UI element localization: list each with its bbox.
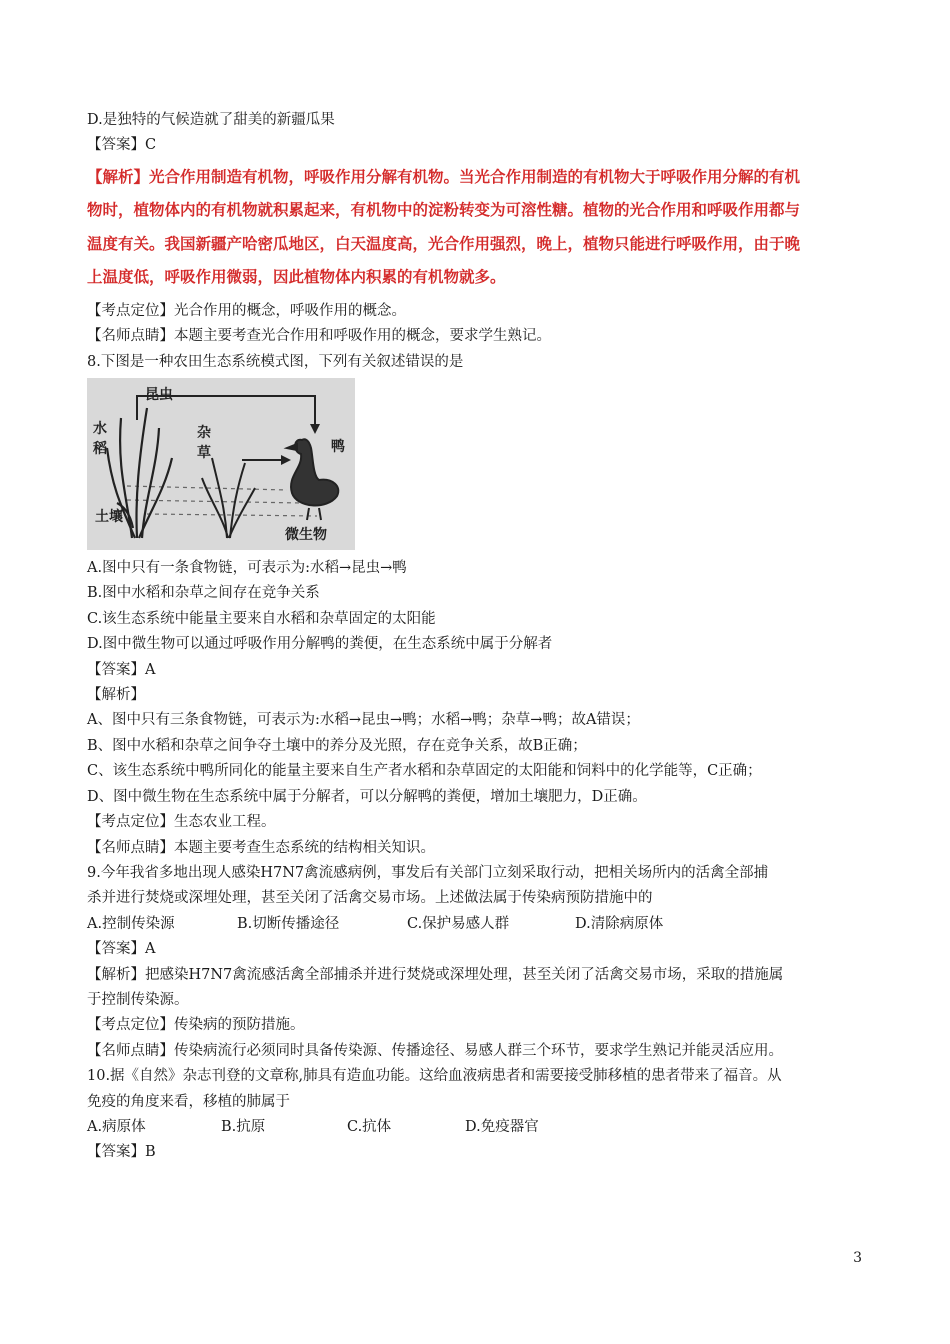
q8-option-c: C.该生态系统中能量主要来自水稻和杂草固定的太阳能 [87,610,436,627]
document-page [87,108,877,1166]
q8-answer: 【答案】A [87,661,156,678]
label-rice-1: 水 [93,421,107,438]
q8-analysis-line: C、该生态系统中鸭所同化的能量主要来自生产者水稻和杂草固定的太阳能和饲料中的化学能等，C正确； [87,763,762,780]
q9-answer: 【答案】A [87,941,156,958]
label-soil: 土壤 [95,509,123,526]
q9-options [87,912,877,937]
q8-option-a: A.图中只有一条食物链，可表示为:水稻→昆虫→鸭 [87,560,407,577]
q8-option-d: D.图中微生物可以通过呼吸作用分解鸭的粪便，在生态系统中属于分解者 [87,636,553,653]
q9-option-b: B.切断传播途径 [237,915,340,932]
q8-kaodian: 【考点定位】生态农业工程。 [87,814,276,831]
label-microbe: 微生物 [285,527,327,544]
q9-mingshi: 【名师点睛】传染病流行必须同时具备传染源、传播途径、易感人群三个环节，要求学生熟记并能灵活应用。 [87,1042,783,1059]
q9-stem-line: 杀并进行焚烧或深埋处理，甚至关闭了活禽交易市场。上述做法属于传染病预防措施中的 [87,890,653,907]
label-insect: 昆虫 [145,387,173,404]
q7-option-d: D.是独特的气候造就了甜美的新疆瓜果 [87,112,335,128]
q9-option-c: C.保护易感人群 [407,915,510,932]
q10-stem-line: 10.据《自然》杂志刊登的文章称,肺具有造血功能。这给血液病患者和需要接受肺移植的患者带来了福音。从 [87,1068,782,1085]
q8-stem: 8.下图是一种农田生态系统模式图，下列有关叙述错误的是 [87,353,464,370]
q7-answer: 【答案】C [87,137,157,154]
q9-analysis-line: 【解析】把感染H7N7禽流感活禽全部捕杀并进行焚烧或深埋处理，甚至关闭了活禽交易市场，采取的措施属 [87,966,784,983]
page-number: 3 [853,1250,862,1266]
q9-stem-line: 9.今年我省多地出现人感染H7N7禽流感病例，事发后有关部门立刻采取行动，把相关场所内的活禽全部捕 [87,864,769,881]
label-weed-2: 草 [197,445,211,462]
label-rice-2: 稻 [93,441,107,458]
q8-analysis-title: 【解析】 [87,687,145,704]
q7-analysis [87,161,877,295]
weed-plant [202,458,255,538]
q8-analysis-line: D、图中微生物在生态系统中属于分解者，可以分解鸭的粪便，增加土壤肥力，D正确。 [87,788,647,805]
q8-analysis-line: A、图中只有三条食物链，可表示为:水稻→昆虫→鸭；水稻→鸭；杂草→鸭；故A错误； [87,712,640,729]
q8-analysis-line: B、图中水稻和杂草之间争夺土壤中的养分及光照，存在竞争关系，故B正确； [87,737,587,754]
q10-options [87,1115,877,1140]
q10-answer: 【答案】B [87,1144,156,1161]
q7-mingshi: 【名师点睛】本题主要考查光合作用和呼吸作用的概念，要求学生熟记。 [87,328,551,345]
q10-option-a: A.病原体 [87,1118,146,1135]
q7-analysis-line: 【解析】光合作用制造有机物，呼吸作用分解有机物。当光合作用制造的有机物大于呼吸作用分解的有机 [87,167,801,186]
q10-option-d: D.免疫器官 [465,1118,539,1135]
q9-option-a: A.控制传染源 [87,915,175,932]
q7-analysis-line: 温度有关。我国新疆产哈密瓜地区，白天温度高，光合作用强烈，晚上，植物只能进行呼吸作用，由于晚 [87,234,801,253]
label-weed-1: 杂 [197,425,211,442]
q9-option-d: D.清除病原体 [575,915,664,932]
q9-analysis-line: 于控制传染源。 [87,991,189,1008]
q10-option-b: B.抗原 [221,1118,266,1135]
label-duck: 鸭 [331,439,345,456]
q8-option-b: B.图中水稻和杂草之间存在竞争关系 [87,585,320,602]
q9-kaodian: 【考点定位】传染病的预防措施。 [87,1017,305,1034]
q7-analysis-line: 上温度低，呼吸作用微弱，因此植物体内积累的有机物就多。 [87,268,506,287]
q7-analysis-line: 物时，植物体内的有机物就积累起来，有机物中的淀粉转变为可溶性糖。植物的光合作用和呼吸作用都与 [87,201,801,220]
q8-mingshi: 【名师点睛】本题主要考查生态系统的结构相关知识。 [87,839,435,856]
ecosystem-figure [87,378,355,550]
q7-kaodian: 【考点定位】光合作用的概念，呼吸作用的概念。 [87,302,406,319]
q10-option-c: C.抗体 [347,1118,392,1135]
q10-stem-line: 免疫的角度来看，移植的肺属于 [87,1093,290,1110]
